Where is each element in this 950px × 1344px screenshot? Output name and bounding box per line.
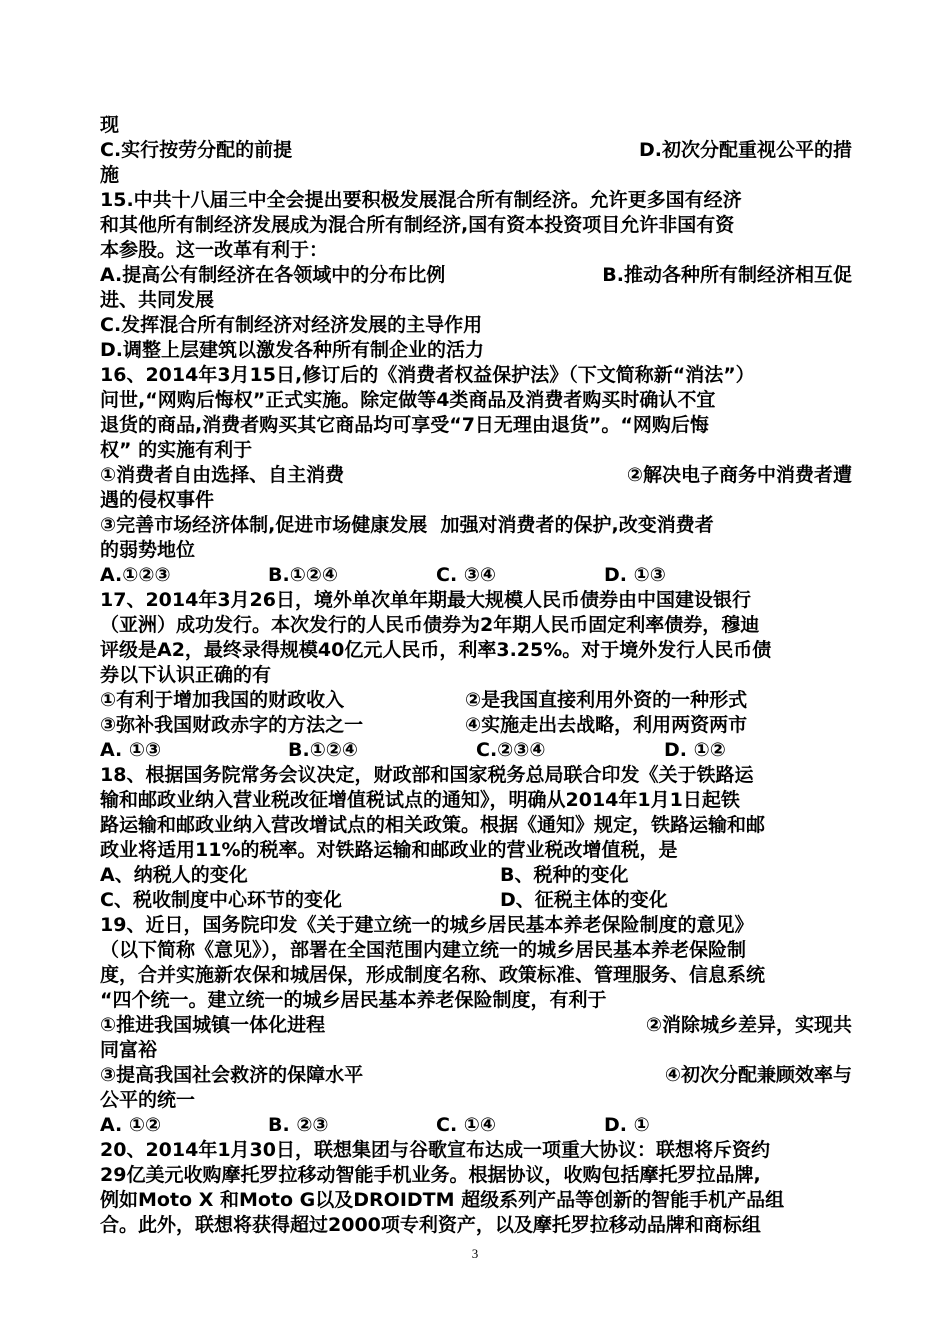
answer-option: D. ①② [664,739,726,761]
answer-options [100,1113,852,1138]
text-line: 19、近日，国务院印发《关于建立统一的城乡居民基本养老保险制度的意见》 [100,914,754,936]
split-line-left: C.实行按劳分配的前提 [100,139,293,161]
text-line: 20、2014年1月30日，联想集团与谷歌宣布达成一项重大协议：联想将斥资约 [100,1139,770,1161]
split-line [100,1013,852,1038]
answer-option: A.①②③ [100,564,171,586]
answer-option: C. ①④ [436,1114,496,1136]
split-line-right: ②解决电子商务中消费者遭 [626,464,852,486]
answer-option: C. ③④ [436,564,496,586]
text-line: “四个统一。建立统一的城乡居民基本养老保险制度，有利于 [100,989,607,1011]
text-line: D.调整上层建筑以激发各种所有制企业的活力 [100,339,484,361]
text-line: 18、根据国务院常务会议决定，财政部和国家税务总局联合印发《关于铁路运 [100,764,754,786]
statement-pair [100,713,852,738]
statement-left: C、税收制度中心环节的变化 [100,889,342,911]
text-line: ③完善市场经济体制,促进市场健康发展 加强对消费者的保护,改变消费者 [100,514,714,536]
statement-pair [100,688,852,713]
statement-left: ①有利于增加我国的财政收入 [100,689,345,711]
split-line-right: ②消除城乡差异，实现共 [645,1014,852,1036]
split-line-right: B.推动各种所有制经济相互促 [602,264,852,286]
answer-option: C.②③④ [476,739,546,761]
text-line: 合。此外，联想将获得超过2000项专利资产，以及摩托罗拉移动品牌和商标组 [100,1214,761,1236]
text-line: 和其他所有制经济发展成为混合所有制经济,国有资本投资项目允许非国有资 [100,214,735,236]
statement-right: B、税种的变化 [500,864,629,886]
answer-option: A. ①③ [100,739,162,761]
text-line: 例如Moto X 和Moto G以及DROIDTM 超级系列产品等创新的智能手机产品组 [100,1189,785,1211]
split-line-left: ①推进我国城镇一体化进程 [100,1014,326,1036]
text-line: （亚洲）成功发行。本次发行的人民币债券为2年期人民币固定利率债券，穆迪 [100,614,760,636]
text-line: 的弱势地位 [100,539,196,561]
text-line: 退货的商品,消费者购买其它商品均可享受“7日无理由退货”。“网购后悔 [100,414,709,436]
text-line: 问世,“网购后悔权”正式实施。除定做等4类商品及消费者购买时确认不宜 [100,389,716,411]
text-line: （以下简称《意见》），部署在全国范围内建立统一的城乡居民基本养老保险制 [100,939,747,961]
text-line: 度，合并实施新农保和城居保，形成制度名称、政策标准、管理服务、信息系统 [100,964,766,986]
split-line-left: A.提高公有制经济在各领域中的分布比例 [100,264,446,286]
answer-option: A. ①② [100,1114,162,1136]
text-line: 评级是A2，最终录得规模40亿元人民币，利率3.25%。对于境外发行人民币债 [100,639,772,661]
text-line: 进、共同发展 [100,289,215,311]
answer-option: D. ① [604,1114,650,1136]
text-line: 政业将适用11%的税率。对铁路运输和邮政业的营业税改增值税，是 [100,839,678,861]
text-line: 本参股。这一改革有利于： [100,239,329,261]
split-line-right: ④初次分配兼顾效率与 [664,1064,852,1086]
text-line: 公平的统一 [100,1089,196,1111]
text-line: 17、2014年3月26日，境外单次单年期最大规模人民币债券由中国建设银行 [100,589,751,611]
statement-right: ②是我国直接利用外资的一种形式 [465,689,748,711]
text-line: 施 [100,164,120,186]
text-line: 15.中共十八届三中全会提出要积极发展混合所有制经济。允许更多国有经济 [100,189,742,211]
page-number: 3 [471,1246,479,1261]
text-line: 券以下认识正确的有 [100,664,272,686]
answer-option: B.①②④ [288,739,358,761]
split-line [100,263,852,288]
split-line-left: ①消费者自由选择、自主消费 [100,464,345,486]
answer-option: B.①②④ [268,564,338,586]
answer-options [100,563,852,588]
text-line: 16、2014年3月15日,修订后的《消费者权益保护法》（下文简称新“消法”） [100,364,755,386]
text-line: 现 [100,114,120,136]
text-line: 29亿美元收购摩托罗拉移动智能手机业务。根据协议，收购包括摩托罗拉品牌, [100,1164,761,1186]
answer-option: B. ②③ [268,1114,329,1136]
text-line: 输和邮政业纳入营业税改征增值税试点的通知》，明确从2014年1月1日起铁 [100,789,740,811]
statement-right: ④实施走出去战略，利用两资两市 [465,714,748,736]
statement-right: D、征税主体的变化 [500,889,668,911]
text-line: C.发挥混合所有制经济对经济发展的主导作用 [100,314,483,336]
split-line [100,138,852,163]
statement-pair [100,888,852,913]
text-line: 权” 的实施有利于 [100,439,253,461]
split-line-left: ③提高我国社会救济的保障水平 [100,1064,364,1086]
split-line [100,463,852,488]
answer-options [100,738,852,763]
statement-left: ③弥补我国财政赤字的方法之一 [100,714,364,736]
exam-text-body [100,113,852,1238]
text-line: 路运输和邮政业纳入营改增试点的相关政策。根据《通知》规定，铁路运输和邮 [100,814,766,836]
text-line: 同富裕 [100,1039,158,1061]
statement-pair [100,863,852,888]
split-line-right: D.初次分配重视公平的措 [639,139,852,161]
answer-option: D. ①③ [604,564,666,586]
split-line [100,1063,852,1088]
statement-left: A、纳税人的变化 [100,864,248,886]
text-line: 遇的侵权事件 [100,489,215,511]
